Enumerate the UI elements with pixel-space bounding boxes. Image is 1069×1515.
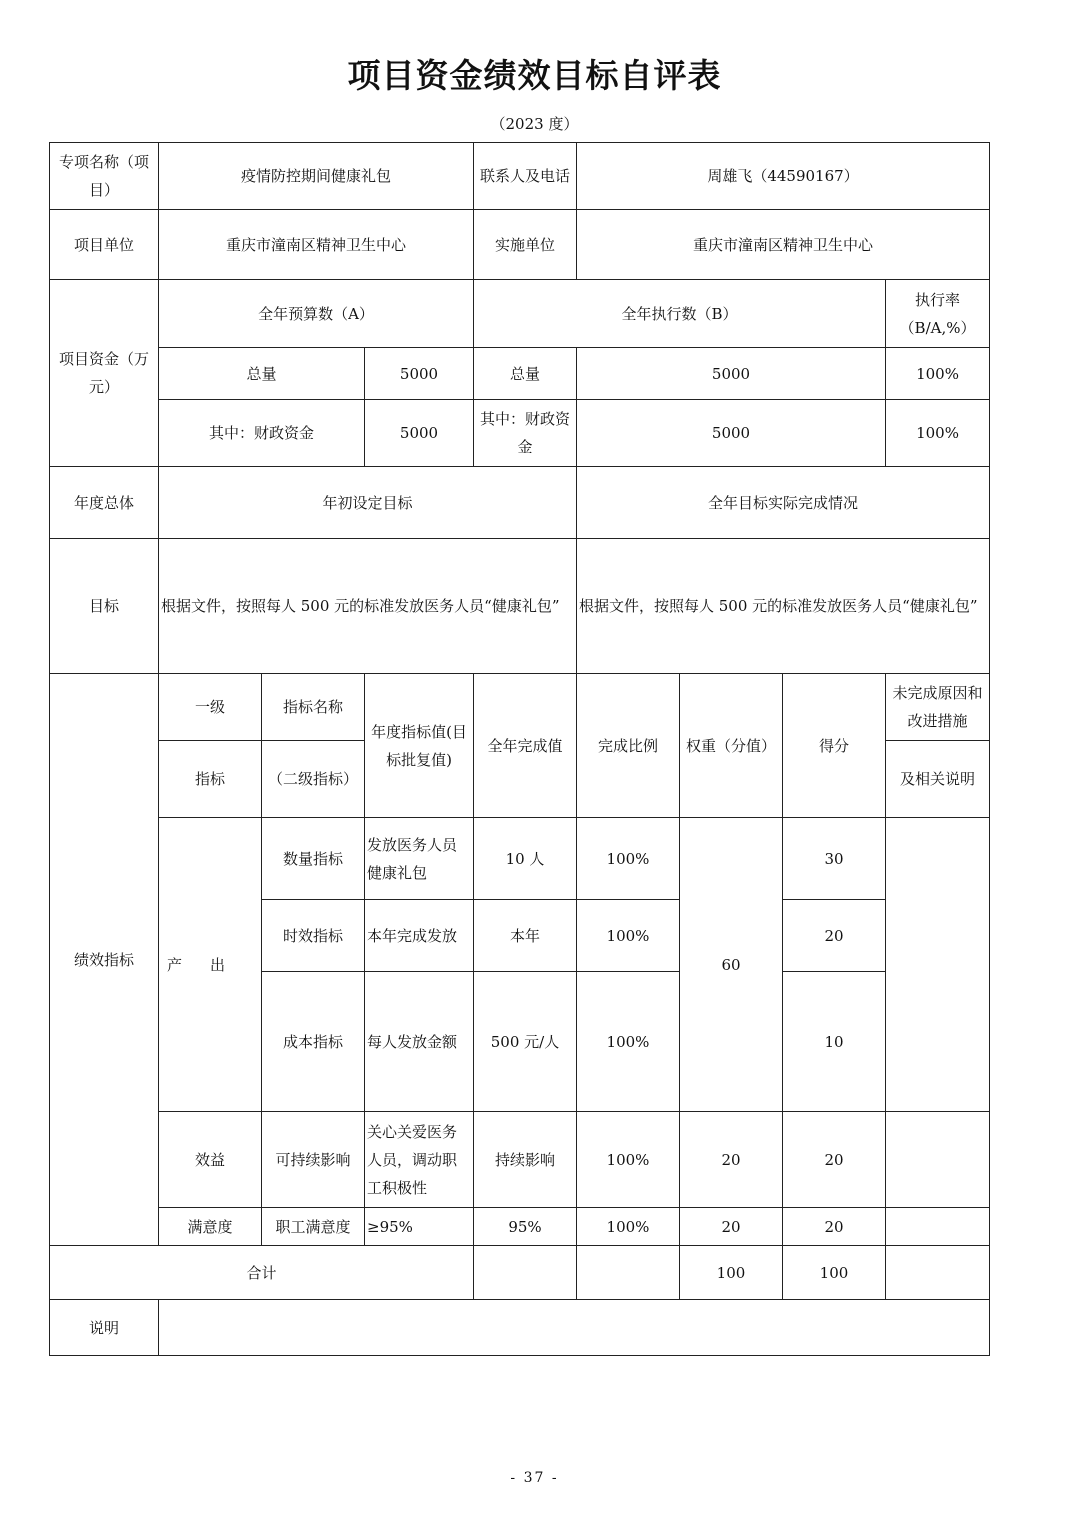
budget-label: 全年预算数（A） [159, 280, 474, 348]
h-weight: 权重（分值） [680, 674, 783, 818]
indicator-score: 10 [783, 972, 886, 1112]
total-actual [474, 1246, 577, 1300]
satisfaction-level1: 满意度 [159, 1208, 262, 1246]
actual-goal-label: 全年目标实际完成情况 [577, 467, 990, 539]
fiscal-label-2: 其中：财政资金 [474, 400, 577, 467]
benefit-level1: 效益 [159, 1112, 262, 1208]
h-reason-top: 未完成原因和改进措施 [886, 674, 990, 741]
benefit-target: 关心关爱医务人员，调动职工积极性 [365, 1112, 474, 1208]
page-title: 项目资金绩效目标自评表 [347, 56, 722, 95]
h-name-top: 指标名称 [262, 674, 365, 741]
indicator-target: 每人发放金额 [365, 972, 474, 1112]
project-name-label: 专项名称（项目） [50, 143, 159, 210]
total-weight: 100 [680, 1246, 783, 1300]
initial-goal-text: 根据文件，按照每人 500 元的标准发放医务人员“健康礼包” [159, 539, 577, 674]
indicator-ratio: 100% [577, 818, 680, 900]
total-score: 100 [783, 1246, 886, 1300]
project-unit-value: 重庆市潼南区精神卫生中心 [159, 210, 474, 280]
satisfaction-target: ≥95% [365, 1208, 474, 1246]
page-number: - 37 - [510, 1470, 559, 1486]
h-reason-bottom: 及相关说明 [886, 741, 990, 818]
indicator-actual: 500 元/人 [474, 972, 577, 1112]
satisfaction-name: 职工满意度 [262, 1208, 365, 1246]
indicator-ratio: 100% [577, 972, 680, 1112]
h-score: 得分 [783, 674, 886, 818]
h-actual: 全年完成值 [474, 674, 577, 818]
fiscal-rate: 100% [886, 400, 990, 467]
indicator-name: 时效指标 [262, 900, 365, 972]
indicator-ratio: 100% [577, 900, 680, 972]
year-label: （2023 度） [490, 115, 579, 133]
h-target: 年度指标值(目标批复值) [365, 674, 474, 818]
total-label: 总量 [159, 348, 365, 400]
fiscal-label: 其中：财政资金 [159, 400, 365, 467]
benefit-name: 可持续影响 [262, 1112, 365, 1208]
total-exec: 5000 [577, 348, 886, 400]
indicator-actual: 10 人 [474, 818, 577, 900]
benefit-weight: 20 [680, 1112, 783, 1208]
output-weight: 60 [680, 818, 783, 1112]
indicator-name: 数量指标 [262, 818, 365, 900]
total-budget: 5000 [365, 348, 474, 400]
total-rate: 100% [886, 348, 990, 400]
satisfaction-ratio: 100% [577, 1208, 680, 1246]
funds-label: 项目资金（万元） [50, 280, 159, 467]
impl-unit-label: 实施单位 [474, 210, 577, 280]
h-ratio: 完成比例 [577, 674, 680, 818]
benefit-ratio: 100% [577, 1112, 680, 1208]
indicator-target: 发放医务人员健康礼包 [365, 818, 474, 900]
satisfaction-reason [886, 1208, 990, 1246]
output-label: 产出 [159, 818, 262, 1112]
h-level1-top: 一级 [159, 674, 262, 741]
total-ratio [577, 1246, 680, 1300]
rate-label: 执行率（B/A,%） [886, 280, 990, 348]
total-row-label: 合计 [50, 1246, 474, 1300]
total-label-2: 总量 [474, 348, 577, 400]
exec-label: 全年执行数（B） [474, 280, 886, 348]
project-unit-label: 项目单位 [50, 210, 159, 280]
contact-value: 周雄飞（44590167） [577, 143, 990, 210]
actual-goal-text: 根据文件，按照每人 500 元的标准发放医务人员“健康礼包” [577, 539, 990, 674]
h-level1-bottom: 指标 [159, 741, 262, 818]
project-name-value: 疫情防控期间健康礼包 [159, 143, 474, 210]
benefit-score: 20 [783, 1112, 886, 1208]
satisfaction-actual: 95% [474, 1208, 577, 1246]
satisfaction-score: 20 [783, 1208, 886, 1246]
impl-unit-value: 重庆市潼南区精神卫生中心 [577, 210, 990, 280]
evaluation-table [49, 142, 990, 1356]
contact-label: 联系人及电话 [474, 143, 577, 210]
indicator-score: 20 [783, 900, 886, 972]
h-name-bottom: （二级指标） [262, 741, 365, 818]
indicator-actual: 本年 [474, 900, 577, 972]
indicator-score: 30 [783, 818, 886, 900]
fiscal-exec: 5000 [577, 400, 886, 467]
indicator-target: 本年完成发放 [365, 900, 474, 972]
indicators-label: 绩效指标 [50, 674, 159, 1246]
indicator-name: 成本指标 [262, 972, 365, 1112]
goal-label-bottom: 目标 [50, 539, 159, 674]
fiscal-budget: 5000 [365, 400, 474, 467]
benefit-actual: 持续影响 [474, 1112, 577, 1208]
note-label: 说明 [50, 1300, 159, 1356]
satisfaction-weight: 20 [680, 1208, 783, 1246]
goal-label-top: 年度总体 [50, 467, 159, 539]
output-reason [886, 818, 990, 1112]
note-text [159, 1300, 990, 1356]
total-reason [886, 1246, 990, 1300]
initial-goal-label: 年初设定目标 [159, 467, 577, 539]
benefit-reason [886, 1112, 990, 1208]
